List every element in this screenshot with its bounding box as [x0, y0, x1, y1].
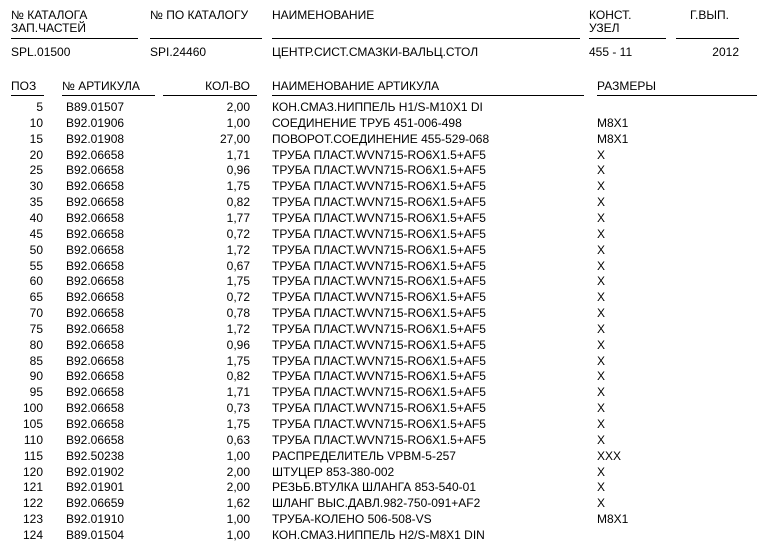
- row-qty: 2,00: [226, 100, 250, 114]
- row-size: X: [597, 464, 606, 479]
- row-name: ТРУБА ПЛАСТ.WVN715-RO6X1.5+AF5: [272, 385, 486, 400]
- table-row: [0, 117, 761, 133]
- row-article: B92.06658: [66, 242, 125, 257]
- row-size: X: [597, 480, 606, 495]
- row-pos: 60: [29, 274, 43, 289]
- col-header-pos: ПОЗ: [11, 79, 37, 93]
- table-row: [0, 481, 761, 497]
- row-size: X: [597, 353, 606, 368]
- row-qty: 1,77: [226, 210, 250, 225]
- row-name: ТРУБА ПЛАСТ.WVN715-RO6X1.5+AF5: [272, 242, 486, 257]
- row-article: B92.06658: [66, 369, 125, 384]
- row-name: ТРУБА ПЛАСТ.WVN715-RO6X1.5+AF5: [272, 195, 486, 210]
- table-row: [0, 244, 761, 260]
- row-name: ТРУБА ПЛАСТ.WVN715-RO6X1.5+AF5: [272, 274, 486, 289]
- row-article: B92.06658: [66, 353, 125, 368]
- col-header-name: НАИМЕНОВАНИЕ АРТИКУЛА: [272, 79, 440, 93]
- table-row: [0, 513, 761, 529]
- row-article: B92.01902: [66, 464, 125, 479]
- row-pos: 5: [36, 100, 43, 114]
- row-name: ШТУЦЕР 853-380-002: [272, 464, 395, 479]
- row-qty: 1,72: [226, 321, 250, 336]
- table-row: [0, 291, 761, 307]
- table-row: [0, 101, 761, 117]
- row-qty: 1,00: [226, 527, 250, 542]
- row-article: B92.50238: [66, 448, 125, 463]
- catalog-pos-label: № ПО КАТАЛОГУ: [150, 8, 249, 22]
- row-pos: 122: [22, 496, 43, 511]
- row-name: ТРУБА ПЛАСТ.WVN715-RO6X1.5+AF5: [272, 369, 486, 384]
- row-size: X: [597, 321, 606, 336]
- year-value: 2012: [712, 45, 739, 59]
- row-name: ТРУБА ПЛАСТ.WVN715-RO6X1.5+AF5: [272, 432, 486, 447]
- row-article: B89.01507: [66, 100, 125, 114]
- row-article: B92.06658: [66, 401, 125, 416]
- row-pos: 70: [29, 306, 43, 321]
- table-row: [0, 212, 761, 228]
- catalog-no-value: SPL.01500: [11, 45, 71, 59]
- row-article: B92.06658: [66, 226, 125, 241]
- row-pos: 121: [22, 480, 43, 495]
- row-pos: 95: [29, 385, 43, 400]
- table-row: [0, 228, 761, 244]
- row-name: ТРУБА ПЛАСТ.WVN715-RO6X1.5+AF5: [272, 179, 486, 194]
- row-size: X: [597, 274, 606, 289]
- row-article: B92.06659: [66, 496, 125, 511]
- row-qty: 0,67: [226, 258, 250, 273]
- row-name: КОН.СМАЗ.НИППЕЛЬ H1/S-M10X1 DI: [272, 100, 483, 114]
- row-name: КОН.СМАЗ.НИППЕЛЬ H2/S-M8X1 DIN: [272, 527, 485, 542]
- row-pos: 10: [29, 115, 43, 130]
- row-qty: 2,00: [226, 480, 250, 495]
- row-qty: 0,72: [226, 226, 250, 241]
- row-pos: 105: [22, 417, 43, 431]
- header-divider-4: [589, 38, 666, 39]
- row-qty: 1,71: [226, 385, 250, 400]
- row-name: ТРУБА ПЛАСТ.WVN715-RO6X1.5+AF5: [272, 321, 486, 336]
- row-size: X: [597, 306, 606, 321]
- row-size: X: [597, 258, 606, 273]
- table-row: [0, 339, 761, 355]
- row-article: B92.01910: [66, 512, 125, 527]
- row-pos: 40: [29, 210, 43, 225]
- row-name: ПОВОРОТ.СОЕДИНЕНИЕ 455-529-068: [272, 131, 490, 146]
- row-pos: 45: [29, 226, 43, 241]
- catalog-no-label-line2: ЗАП.ЧАСТЕЙ: [11, 21, 87, 35]
- row-pos: 90: [29, 369, 43, 384]
- row-name: РАСПРЕДЕЛИТЕЛЬ VPBM-5-257: [272, 448, 456, 463]
- row-pos: 124: [22, 527, 43, 542]
- row-qty: 1,75: [226, 179, 250, 194]
- row-pos: 55: [29, 258, 43, 273]
- table-row: [0, 418, 761, 434]
- row-qty: 0,73: [226, 401, 250, 416]
- row-size: X: [597, 417, 606, 431]
- row-size: M8X1: [597, 131, 629, 146]
- col-header-size: РАЗМЕРЫ: [597, 79, 656, 93]
- row-size: M8X1: [597, 512, 629, 527]
- row-qty: 27,00: [219, 131, 250, 146]
- row-article: B92.01908: [66, 131, 125, 146]
- row-qty: 0,78: [226, 306, 250, 321]
- row-size: X: [597, 242, 606, 257]
- row-name: РЕЗЬБ.ВТУЛКА ШЛАНГА 853-540-01: [272, 480, 476, 495]
- row-size: X: [597, 496, 606, 511]
- row-pos: 65: [29, 290, 43, 305]
- row-article: B92.06658: [66, 195, 125, 210]
- row-size: X: [597, 385, 606, 400]
- row-pos: 15: [29, 131, 43, 146]
- row-qty: 0,63: [226, 432, 250, 447]
- const-label-line1: КОНСТ.: [589, 8, 632, 22]
- row-article: B89.01504: [66, 527, 125, 542]
- row-size: XXX: [597, 448, 622, 463]
- row-article: B92.06658: [66, 385, 125, 400]
- col-header-article: № АРТИКУЛА: [62, 79, 140, 93]
- row-article: B92.06658: [66, 274, 125, 289]
- row-size: X: [597, 163, 606, 178]
- row-pos: 75: [29, 321, 43, 336]
- table-row: [0, 434, 761, 450]
- row-name: ШЛАНГ ВЫС.ДАВЛ.982-750-091+AF2: [272, 496, 481, 511]
- row-qty: 1,75: [226, 353, 250, 368]
- col-divider-size: [597, 95, 757, 96]
- table-row: [0, 529, 761, 545]
- header-divider-1: [11, 38, 138, 39]
- table-row: [0, 133, 761, 149]
- row-article: B92.01901: [66, 480, 125, 495]
- row-name: ТРУБА ПЛАСТ.WVN715-RO6X1.5+AF5: [272, 306, 486, 321]
- row-qty: 2,00: [226, 464, 250, 479]
- row-pos: 50: [29, 242, 43, 257]
- row-name: ТРУБА ПЛАСТ.WVN715-RO6X1.5+AF5: [272, 417, 486, 431]
- table-row: [0, 450, 761, 466]
- row-pos: 35: [29, 195, 43, 210]
- row-pos: 80: [29, 337, 43, 352]
- row-qty: 1,75: [226, 274, 250, 289]
- table-row: [0, 307, 761, 323]
- row-article: B92.06658: [66, 147, 125, 162]
- row-qty: 1,00: [226, 115, 250, 130]
- year-label: Г.ВЫП.: [690, 8, 729, 22]
- row-name: ТРУБА ПЛАСТ.WVN715-RO6X1.5+AF5: [272, 258, 486, 273]
- row-name: ТРУБА ПЛАСТ.WVN715-RO6X1.5+AF5: [272, 337, 486, 352]
- row-article: B92.06658: [66, 163, 125, 178]
- header-divider-5: [676, 38, 739, 39]
- row-qty: 1,75: [226, 417, 250, 431]
- header-divider-2: [150, 38, 262, 39]
- row-size: X: [597, 290, 606, 305]
- row-qty: 0,72: [226, 290, 250, 305]
- table-row: [0, 323, 761, 339]
- row-article: B92.01906: [66, 115, 125, 130]
- const-value: 455 - 11: [589, 45, 633, 59]
- row-size: X: [597, 432, 606, 447]
- row-pos: 20: [29, 147, 43, 162]
- row-article: B92.06658: [66, 417, 125, 431]
- row-article: B92.06658: [66, 258, 125, 273]
- row-qty: 1,00: [226, 512, 250, 527]
- row-size: X: [597, 401, 606, 416]
- row-name: ТРУБА ПЛАСТ.WVN715-RO6X1.5+AF5: [272, 353, 486, 368]
- row-article: B92.06658: [66, 290, 125, 305]
- const-label-line2: УЗЕЛ: [589, 21, 620, 35]
- row-size: X: [597, 195, 606, 210]
- row-size: X: [597, 226, 606, 241]
- row-size: X: [597, 179, 606, 194]
- table-row: [0, 275, 761, 291]
- row-article: B92.06658: [66, 337, 125, 352]
- table-row: [0, 355, 761, 371]
- row-qty: 0,96: [226, 337, 250, 352]
- catalog-pos-value: SPI.24460: [150, 45, 207, 59]
- row-size: X: [597, 210, 606, 225]
- row-article: B92.06658: [66, 306, 125, 321]
- row-name: ТРУБА ПЛАСТ.WVN715-RO6X1.5+AF5: [272, 147, 486, 162]
- row-pos: 85: [29, 353, 43, 368]
- row-qty: 0,82: [226, 369, 250, 384]
- row-name: ТРУБА-КОЛЕНО 506-508-VS: [272, 512, 432, 527]
- row-article: B92.06658: [66, 321, 125, 336]
- table-row: [0, 164, 761, 180]
- table-row: [0, 402, 761, 418]
- name-label: НАИМЕНОВАНИЕ: [272, 8, 375, 22]
- row-name: СОЕДИНЕНИЕ ТРУБ 451-006-498: [272, 115, 462, 130]
- name-value: ЦЕНТР.СИСТ.СМАЗКИ-ВАЛЬЦ.СТОЛ: [272, 45, 479, 59]
- row-article: B92.06658: [66, 210, 125, 225]
- header-divider-3: [272, 38, 580, 39]
- col-divider-name: [272, 95, 584, 96]
- row-size: X: [597, 337, 606, 352]
- row-size: X: [597, 369, 606, 384]
- row-qty: 0,96: [226, 163, 250, 178]
- row-pos: 30: [29, 179, 43, 194]
- table-row: [0, 196, 761, 212]
- row-name: ТРУБА ПЛАСТ.WVN715-RO6X1.5+AF5: [272, 210, 486, 225]
- col-divider-qty: [163, 95, 257, 96]
- row-name: ТРУБА ПЛАСТ.WVN715-RO6X1.5+AF5: [272, 163, 486, 178]
- row-pos: 115: [23, 448, 43, 463]
- catalog-no-label-line1: № КАТАЛОГА: [11, 8, 88, 22]
- row-name: ТРУБА ПЛАСТ.WVN715-RO6X1.5+AF5: [272, 401, 486, 416]
- col-divider-pos: [11, 95, 44, 96]
- col-divider-article: [62, 95, 155, 96]
- table-row: [0, 370, 761, 386]
- row-pos: 110: [23, 432, 43, 447]
- row-qty: 0,82: [226, 195, 250, 210]
- row-pos: 100: [22, 401, 43, 416]
- row-article: B92.06658: [66, 432, 125, 447]
- table-row: [0, 386, 761, 402]
- table-row: [0, 466, 761, 482]
- table-row: [0, 180, 761, 196]
- row-qty: 1,71: [226, 147, 250, 162]
- row-article: B92.06658: [66, 179, 125, 194]
- row-pos: 120: [22, 464, 43, 479]
- table-row: [0, 497, 761, 513]
- row-qty: 1,72: [226, 242, 250, 257]
- row-name: ТРУБА ПЛАСТ.WVN715-RO6X1.5+AF5: [272, 226, 486, 241]
- row-size: X: [597, 147, 606, 162]
- col-header-qty: КОЛ-ВО: [205, 79, 250, 93]
- row-pos: 25: [29, 163, 43, 178]
- row-qty: 1,62: [226, 496, 250, 511]
- row-size: M8X1: [597, 115, 629, 130]
- row-name: ТРУБА ПЛАСТ.WVN715-RO6X1.5+AF5: [272, 290, 486, 305]
- table-row: [0, 149, 761, 165]
- row-qty: 1,00: [226, 448, 250, 463]
- table-row: [0, 260, 761, 276]
- row-pos: 123: [22, 512, 43, 527]
